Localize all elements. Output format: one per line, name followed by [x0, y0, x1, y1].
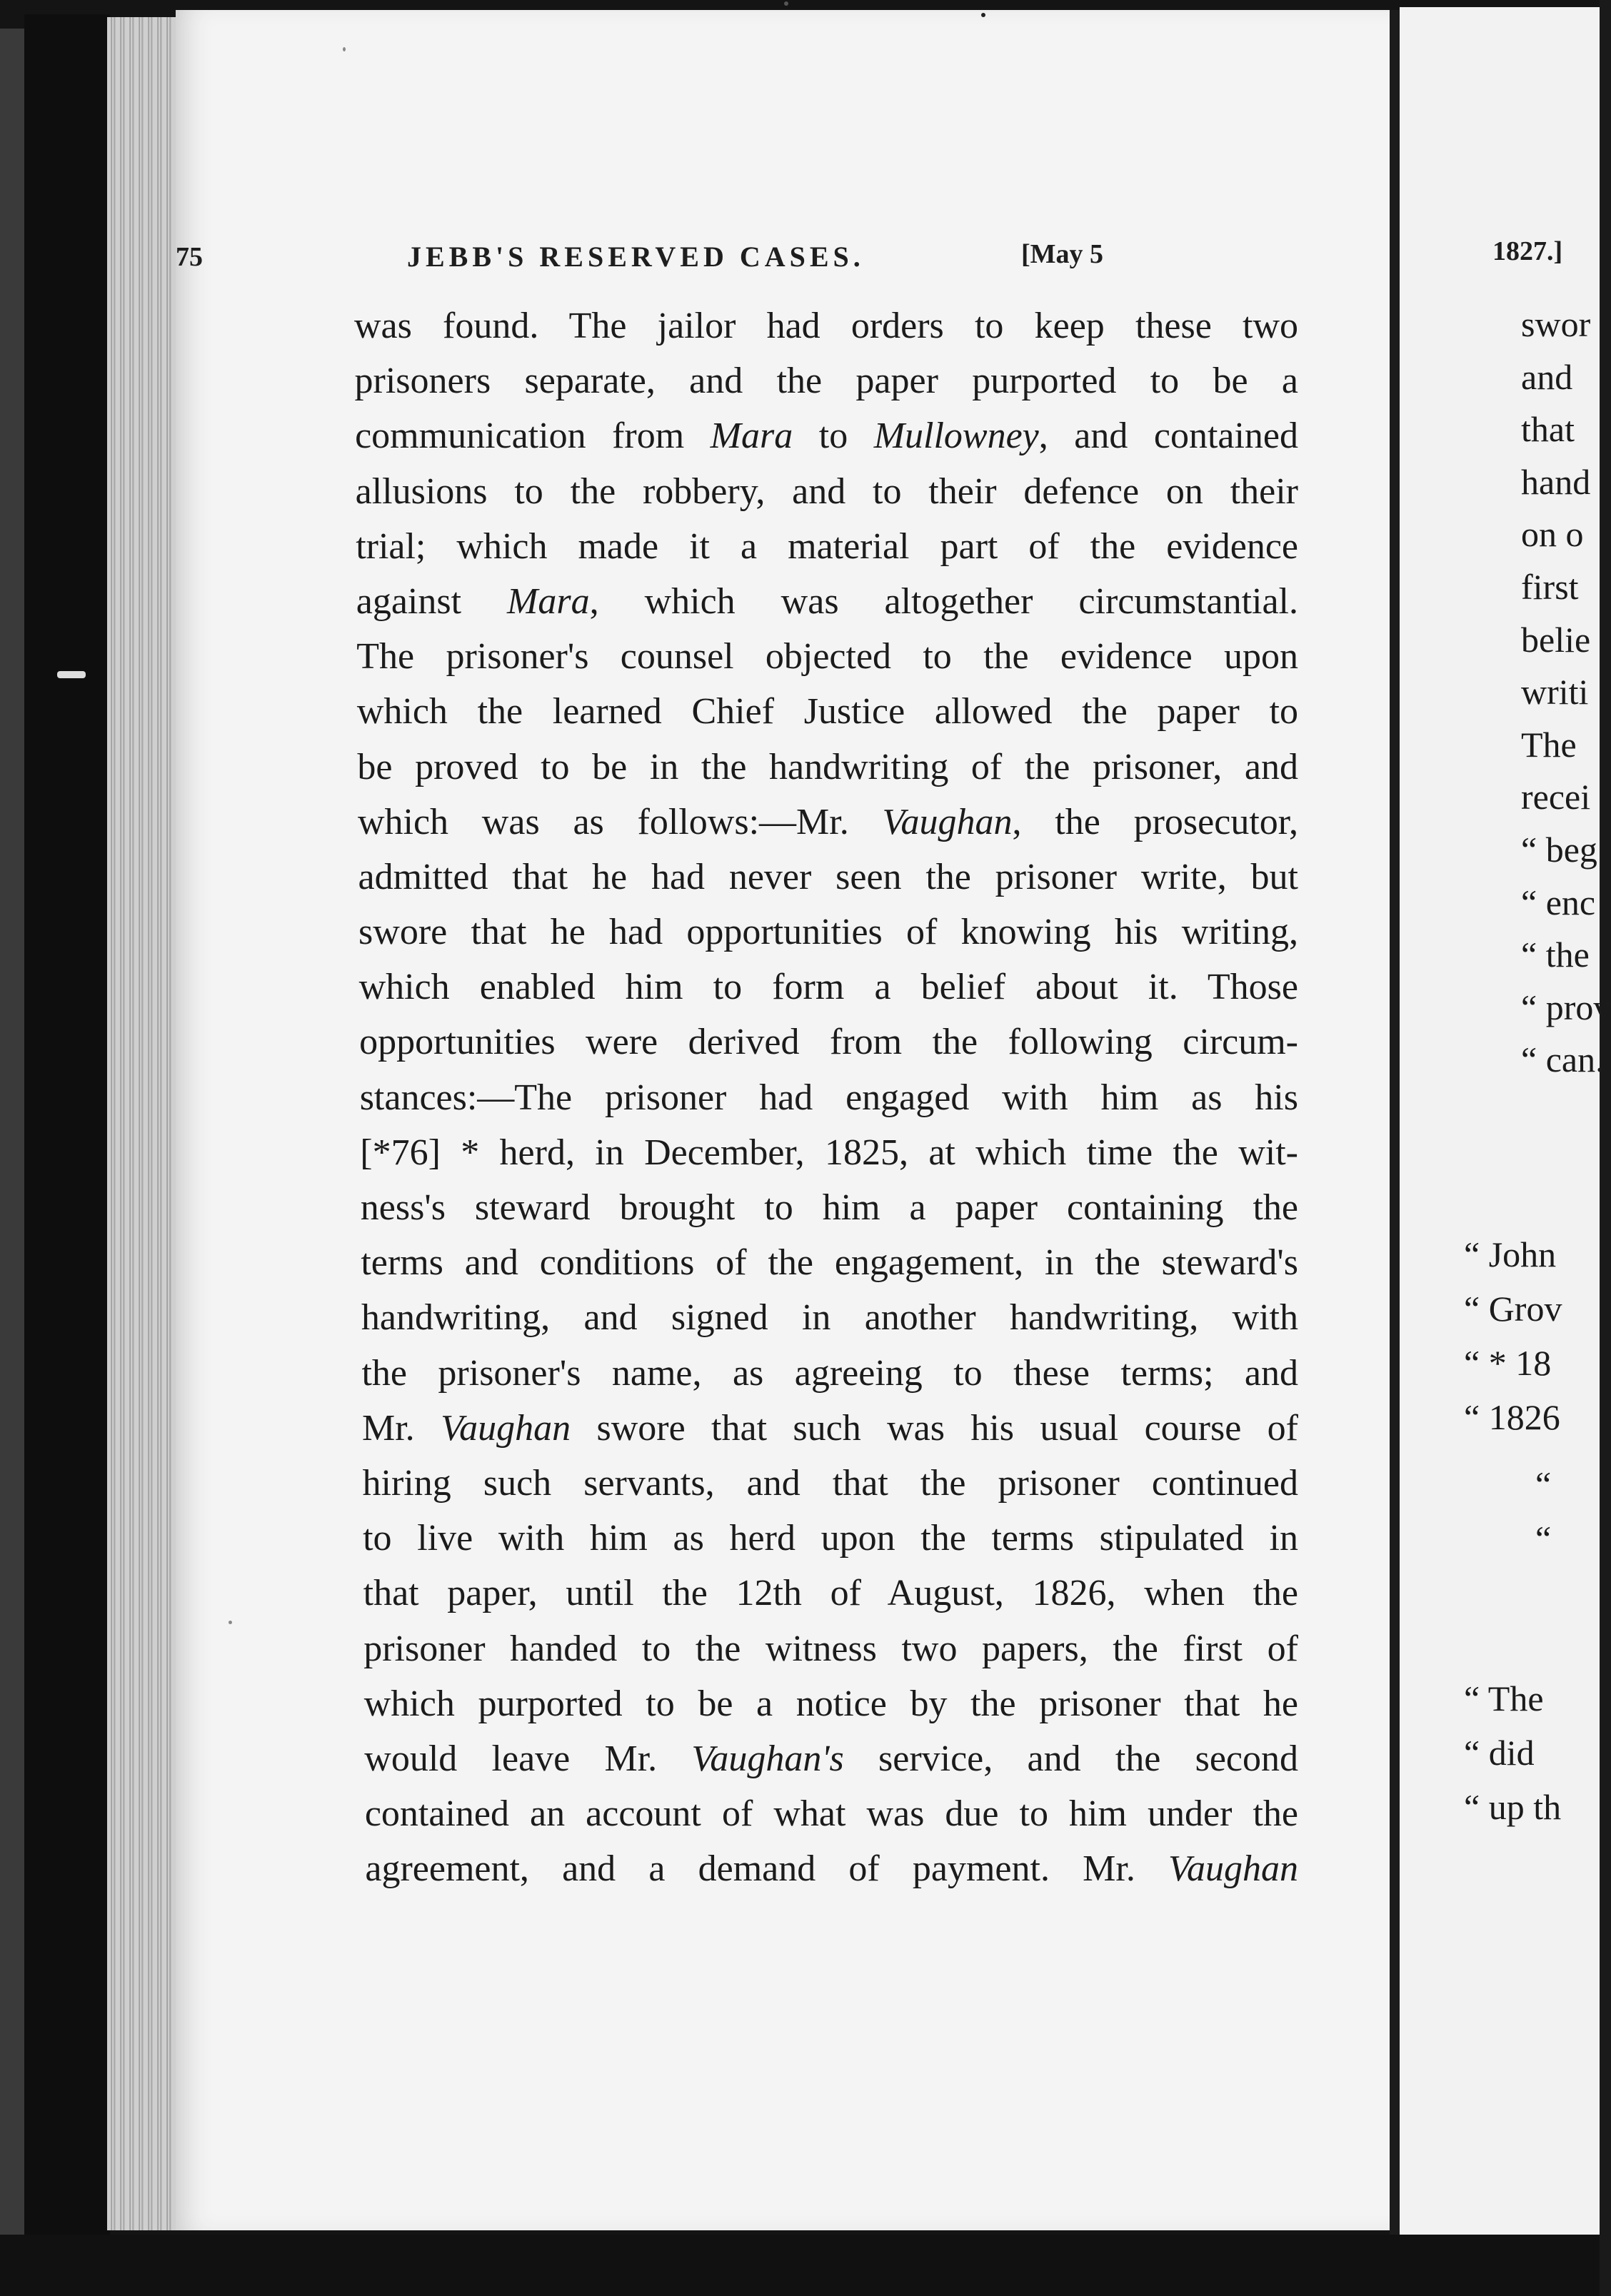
scan-speck: [57, 671, 86, 678]
text-line: hiring such servants, and that the prisoner continued: [362, 1462, 1298, 1504]
right-page-line: “ Grov: [1464, 1289, 1562, 1329]
italic-name: Vaughan: [882, 801, 1013, 842]
right-page-line: on o: [1521, 514, 1584, 555]
page-edges: [107, 17, 176, 2230]
text-line: [*76] * herd, in December, 1825, at which time the wit-: [360, 1132, 1298, 1173]
text-line: communication from Mara to Mullowney, and contained: [355, 416, 1298, 457]
right-page-line: “ beg: [1521, 830, 1597, 870]
text-line: contained an account of what was due to him under the: [364, 1793, 1298, 1835]
text-line: to live with him as herd upon the terms stipulated in: [363, 1518, 1298, 1559]
text-line: swore that he had opportunities of knowing his writing,: [358, 912, 1298, 953]
scan-speck: [229, 1621, 232, 1624]
italic-name: Vaughan: [441, 1407, 571, 1449]
text-line: allusions to the robbery, and to their defence on their: [355, 470, 1298, 512]
text-line: that paper, until the 12th of August, 1826, when the: [363, 1573, 1298, 1614]
italic-name: Mara: [710, 416, 793, 457]
right-page-line: swor: [1521, 304, 1591, 344]
right-page-line: “ up th: [1464, 1787, 1562, 1827]
right-page-line: “ The: [1464, 1678, 1544, 1718]
right-page-line: belie: [1521, 619, 1591, 660]
right-page-line: “ did: [1464, 1733, 1535, 1773]
italic-name: Mullowney: [873, 416, 1039, 457]
right-page-line: hand: [1521, 461, 1591, 502]
text-line: agreement, and a demand of payment. Mr. Vaughan: [365, 1848, 1298, 1890]
right-page-line: “ enc: [1521, 882, 1596, 922]
scan-speck: [784, 1, 788, 6]
right-page-line: The: [1521, 724, 1577, 765]
scan-speck: [343, 47, 346, 51]
right-page-line: “ * 18: [1464, 1343, 1552, 1383]
text-line: which enabled him to form a belief about it. Those: [358, 967, 1298, 1008]
text-line: be proved to be in the handwriting of the prisoner, and: [357, 746, 1298, 787]
header-date: [May 5: [1021, 239, 1104, 269]
text-line: ness's steward brought to him a paper containing the: [360, 1187, 1298, 1228]
binding-shadow: [24, 14, 110, 2235]
text-line: the prisoner's name, as agreeing to these terms; and: [361, 1352, 1298, 1394]
text-line: trial; which made it a material part of the evidence: [356, 525, 1298, 567]
text-line: stances:—The prisoner had engaged with him as his: [359, 1077, 1298, 1118]
text-line: Mr. Vaughan swore that such was his usual course of: [362, 1407, 1298, 1449]
right-page-line: recei: [1521, 777, 1591, 817]
text-line: which was as follows:—Mr. Vaughan, the prosecutor,: [357, 801, 1298, 842]
right-page-line: that: [1521, 409, 1575, 450]
text-line: prisoner handed to the witness two papers, the first of: [363, 1628, 1298, 1669]
right-page-line: first: [1521, 567, 1579, 607]
running-title: JEBB'S RESERVED CASES.: [407, 241, 865, 273]
right-page-line: “: [1535, 1464, 1552, 1504]
right-page-line: “ can.: [1521, 1039, 1605, 1080]
text-line: prisoners separate, and the paper purported to be a: [354, 361, 1298, 402]
right-page-line: “ the: [1521, 935, 1590, 975]
text-line: would leave Mr. Vaughan's service, and the second: [364, 1738, 1298, 1779]
running-header: [0, 236, 1214, 278]
text-line: against Mara, which was altogether circumstantial.: [356, 580, 1299, 622]
scan-bottom-edge: [0, 2235, 1600, 2296]
italic-name: Mara: [507, 580, 590, 622]
text-line: which purported to be a notice by the prisoner that he: [363, 1683, 1298, 1724]
scan-speck: [981, 13, 985, 17]
page-number: 75: [176, 242, 203, 272]
text-line: The prisoner's counsel objected to the evidence upon: [356, 636, 1298, 678]
text-line: terms and conditions of the engagement, in the steward's: [361, 1242, 1298, 1284]
page-gutter: [1390, 10, 1400, 2237]
right-page-header: 1827.]: [1492, 236, 1563, 266]
text-line: opportunities were derived from the following circum-: [359, 1022, 1298, 1063]
right-page-line: “ prov: [1521, 987, 1611, 1027]
text-line: handwriting, and signed in another handwriting, with: [361, 1297, 1298, 1339]
right-page-line: writi: [1521, 672, 1589, 713]
right-page-line: “ 1826: [1464, 1397, 1560, 1437]
italic-name: Vaughan's: [691, 1738, 844, 1779]
italic-name: Vaughan: [1168, 1848, 1298, 1890]
right-page-line: “: [1535, 1519, 1552, 1559]
text-line: was found. The jailor had orders to keep these two: [354, 306, 1298, 346]
right-page-line: and: [1521, 356, 1573, 397]
body-text: [354, 298, 1298, 1896]
book-binding: [0, 29, 24, 2235]
text-line: admitted that he had never seen the prisoner write, but: [358, 856, 1298, 897]
right-page-line: “ John: [1464, 1234, 1557, 1274]
text-line: which the learned Chief Justice allowed the paper to: [356, 691, 1298, 732]
